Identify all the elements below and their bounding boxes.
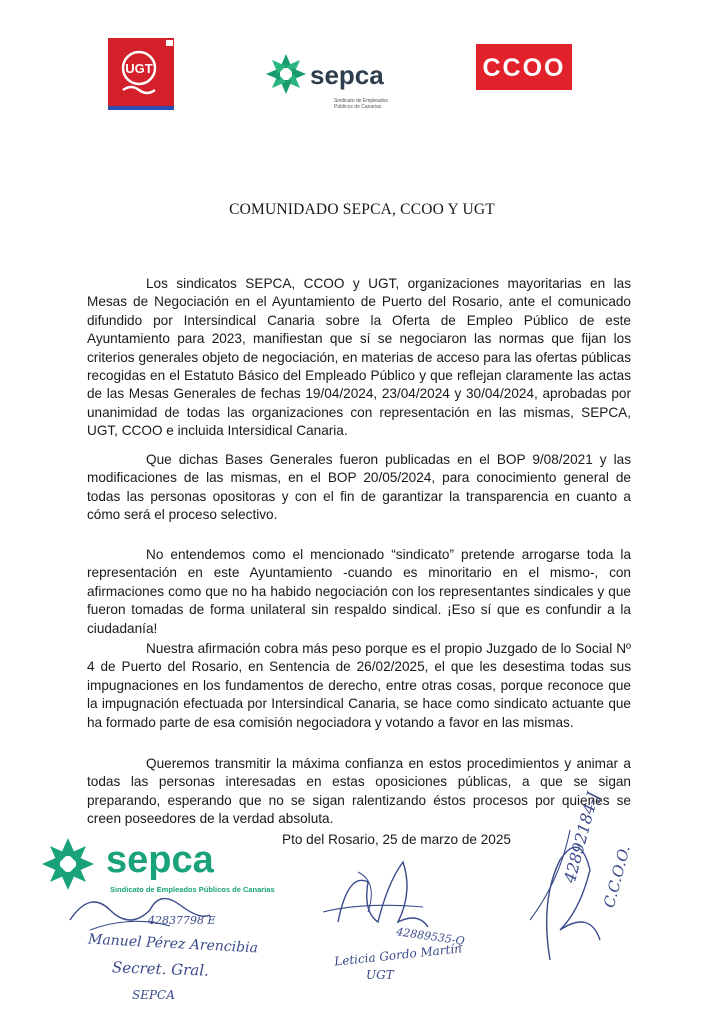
stamp-text: sepca bbox=[106, 839, 214, 881]
paragraph-1: Los sindicatos SEPCA, CCOO y UGT, organizaciones mayoritarias en las Mesas de Negociación en el Ayuntamiento de Puerto del Rosario, ante el comunicado difundido por Intersindical Canaria sobre la Oferta de Empleo Público de este Ayuntamiento para 2023, manifiestan que sí se negociaron las normas que fijan los criterios generales objeto de negociación, en materias de acceso para las ofertas públicas recogidas en el Estatuto Básico del Empleado Público y que reflejan claramente las actas de las Mesas Generales de fechas 19/04/2024, 23/04/2024 y 30/04/2024, aprobadas por unanimidad de todas las organizaciones con representación en las mismas, SEPCA, UGT, CCOO e incluida Intersidical Canaria. bbox=[87, 276, 631, 439]
ugt-signatory-org: UGT bbox=[366, 968, 394, 982]
sepca-logo-text: sepca bbox=[310, 60, 384, 90]
sepca-signatory-org: SEPCA bbox=[132, 988, 175, 1002]
sepca-logo bbox=[264, 44, 394, 120]
sepca-signatory-name: Manuel Pérez Arencibia bbox=[87, 931, 259, 957]
ugt-logo bbox=[108, 38, 174, 110]
ugt-logo-text: UGT bbox=[125, 61, 153, 76]
paragraph-5: Queremos transmitir la máxima confianza en estos procedimientos y animar a todas las personas interesadas en estas oposiciones públicas, a que se sigan preparando, esperando que no se sigan ralentizando éstos procesos por quienes se creen poseedores de la verdad absoluta. bbox=[87, 756, 631, 827]
ugt-signatory-name: Leticia Gordo Martín bbox=[333, 941, 463, 969]
paragraph-2: Que dichas Bases Generales fueron publicadas en el BOP 9/08/2021 y las modificaciones de las mismas, en el BOP 20/05/2024, para conocimiento general de todas las personas opositoras y con el fin de garantizar la transparencia en cuanto a cómo será el proceso selectivo. bbox=[87, 452, 631, 523]
document-title: COMUNIDADO SEPCA, CCOO Y UGT bbox=[229, 201, 495, 218]
ccoo-signatory-org: C.C.O.O. bbox=[600, 843, 634, 910]
sepca-logo-sub2: Públicos de Canarias bbox=[334, 104, 382, 110]
sepca-logo-sub1: Sindicato de Empleados bbox=[334, 98, 388, 104]
ugt-signature bbox=[318, 852, 448, 942]
sepca-signature bbox=[60, 880, 220, 940]
stamp-subtext: Sindicato de Empleados Públicos de Canarias bbox=[110, 885, 275, 894]
ugt-signatory-id: 42889535-Q bbox=[395, 925, 466, 948]
paragraph-4: Nuestra afirmación cobra más peso porque es el propio Juzgado de lo Social Nº 4 de Puerto del Rosario, en Sentencia de 26/02/2025, el que les desestima todas sus impugnaciones en los fundamentos de derecho, entre otras cosas, porque reconoce que la impugnación efectuada por Intersindical Canaria, se hace como sindicato actuante que ha formado parte de esa comisión negociadora y votando a favor en las mismas. bbox=[87, 641, 631, 730]
dateline: Pto del Rosario, 25 de marzo de 2025 bbox=[282, 832, 511, 847]
paragraph-3: No entendemos como el mencionado “sindicato” pretende arrogarse toda la representación en este Ayuntamiento -cuando es minoritario en el mismo-, con afirmaciones como que no ha habido negociación con los representantes sindicales y que fueron tomadas de forma unilateral sin respaldo sindical. ¡Eso sí que es confundir a la ciudadanía! bbox=[87, 547, 631, 636]
ccoo-logo bbox=[476, 44, 572, 90]
ccoo-signatory-id: 42892184-J bbox=[560, 789, 603, 885]
sepca-signatory-role: Secret. Gral. bbox=[111, 958, 210, 980]
ccoo-logo-text: CCOO bbox=[482, 54, 566, 82]
sepca-signatory-id: 42837798 E bbox=[148, 914, 216, 927]
